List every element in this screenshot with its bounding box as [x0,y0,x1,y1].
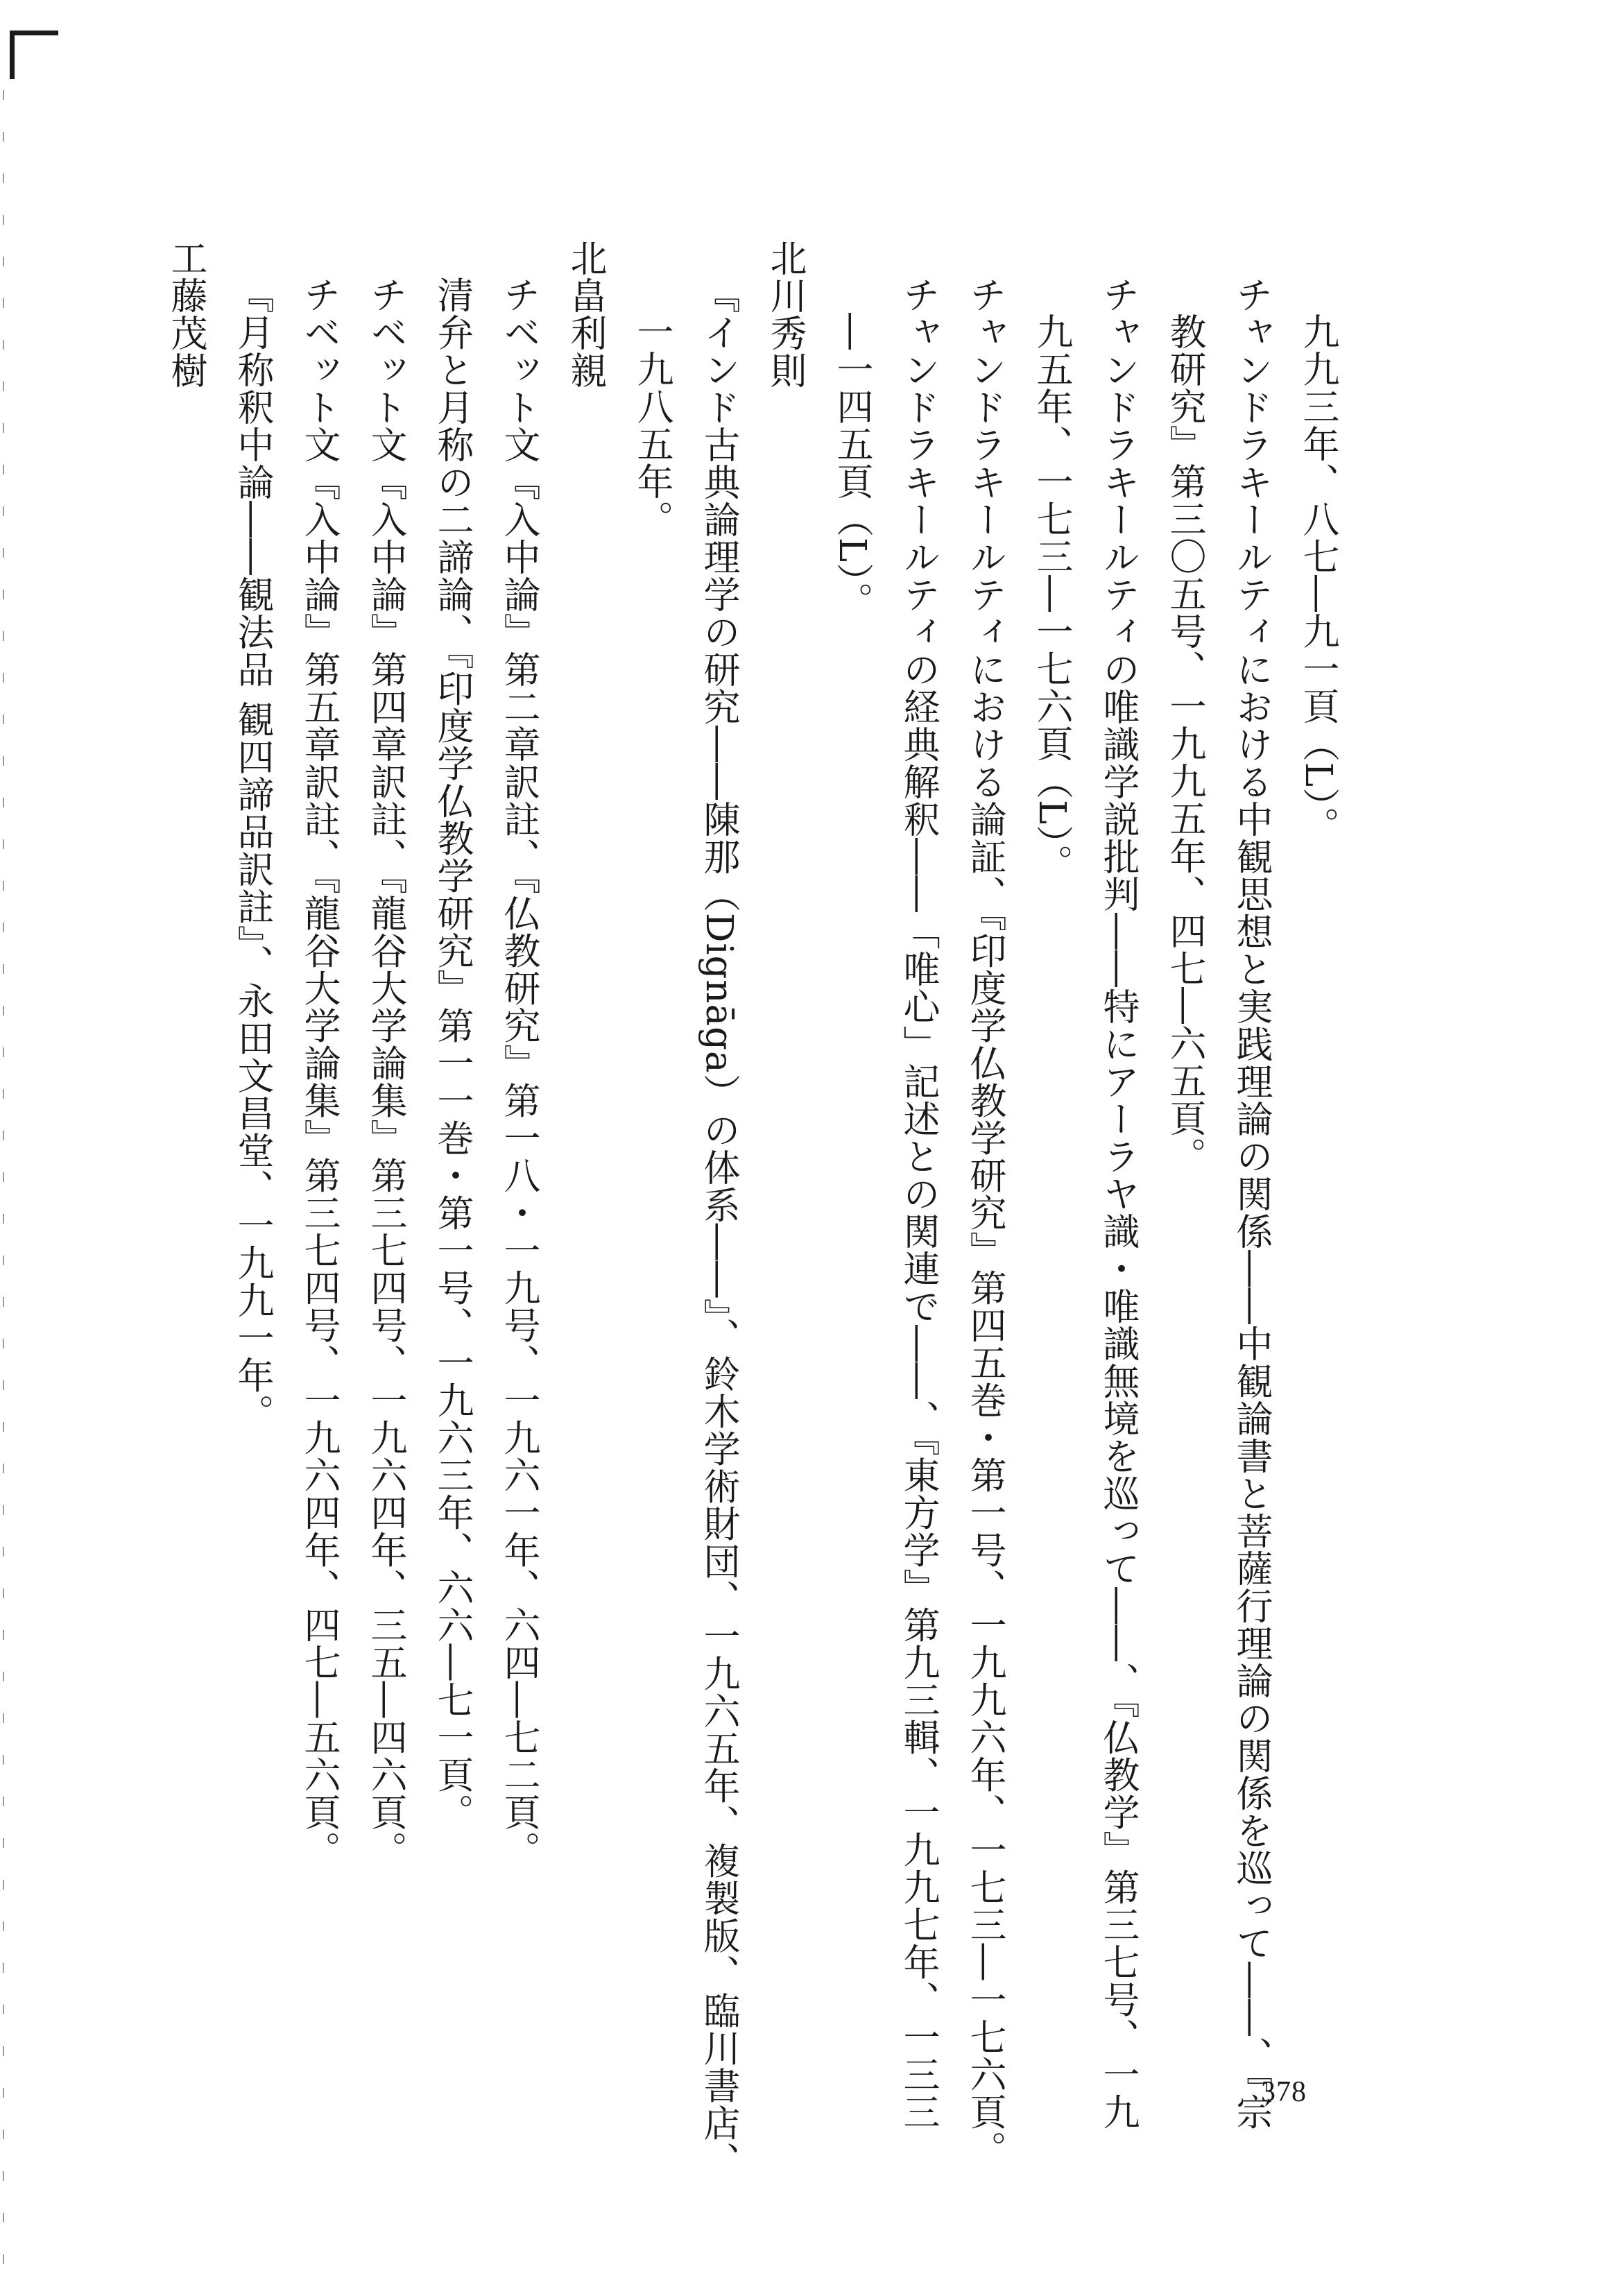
page-number: 378 [1261,2076,1307,2108]
text-line: 『インド古典論理学の研究――陳那（Dignāga）の体系――』、鈴木学術財団、一九六五年、複製版、臨川書店、 [698,276,740,2179]
author-heading: 工藤茂樹 [165,239,207,389]
text-line: チャンドラキールティにおける論証、『印度学仏教学研究』第四五巻・第一号、一九九六年、一七三―一七六頁。 [964,276,1006,2168]
text-line: 九九三年、八七―九一頁（L）。 [1297,313,1339,844]
text-line: チャンドラキールティの唯識学説批判――特にアーラヤ識・唯識無境を巡って――、『仏教学』第三七号、一九 [1097,276,1140,2131]
text-line: チャンドラキールティの経典解釈――「唯心」記述との関連で――、『東方学』第九三輯、一九九七年、一三三 [898,276,940,2131]
author-heading: 北畠利親 [565,239,607,389]
text-line: ―一四五頁（L）。 [831,313,873,619]
text-line: 一九八五年。 [631,313,673,538]
text-line: チベット文『入中論』第四章訳註、『龍谷大学論集』第三七四号、一九六四年、三五―四六頁。 [365,276,407,1869]
author-heading: 北川秀則 [764,239,807,389]
text-line: 『月称釈中論――観法品 観四諦品訳註』、永田文昌堂、一九九一年。 [232,276,274,1432]
text-line: チベット文『入中論』第五章訳註、『龍谷大学論集』第三七四号、一九六四年、四七―五六頁。 [298,276,341,1869]
text-line: チャンドラキールティにおける中観思想と実践理論の関係――中観論書と菩薩行理論の関係を巡って――、『宗 [1230,276,1273,2131]
text-line: 九五年、一七三―一七六頁（L）。 [1031,313,1073,882]
scan-edge-rule [3,90,4,2275]
text-line: 清弁と月称の二諦論、『印度学仏教学研究』第一一巻・第一号、一九六三年、六六―七一頁。 [431,276,474,1831]
crop-mark-icon [10,31,58,79]
text-line: チベット文『入中論』第二章訳註、『仏教研究』第一八・一九号、一九六一年、六四―七二頁。 [498,276,540,1869]
text-line: 教研究』第三〇五号、一九九五年、四七―六五頁。 [1164,313,1206,1174]
